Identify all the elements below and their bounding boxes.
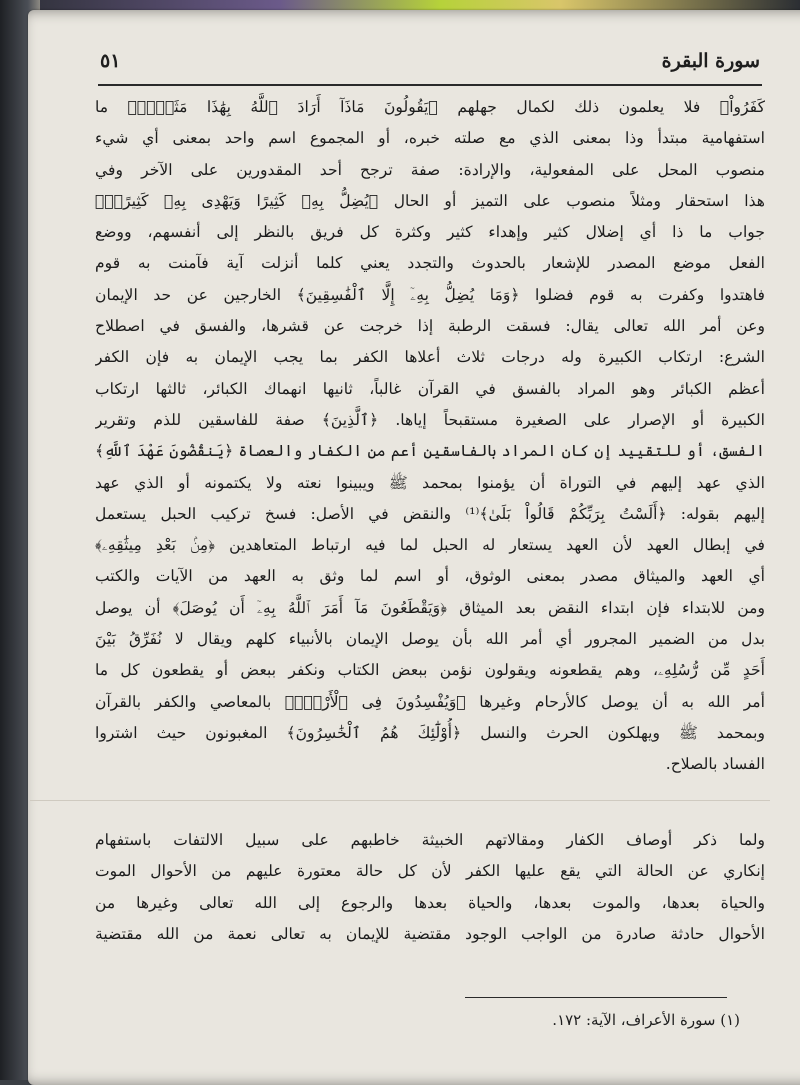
text-line: منصوب المحل على المفعولية، والإرادة: صفة ترجح أحد المقدورين على الآخر وفي <box>95 160 765 179</box>
section-divider <box>30 800 770 801</box>
text-line: ولما ذكر أوصاف الكفار ومقالاتهم الخبيثة خاطبهم على سبيل الالتفات باستفهام <box>95 831 765 849</box>
bleed-through-text <box>40 985 740 1005</box>
text-line: أعظم الكبائر وهو المراد بالفسق في القرآن غالباً، ثانيها انهماك الكبائر، ثالثها ارتكاب <box>95 379 765 398</box>
text-line: إليهم بقوله: ﴿أَلَسْتُ بِرَبِّكُمْ قَالُواْ بَلَىٰ﴾⁽¹⁾ والنقض في الأصل: فسخ تركيب الحبل يستعمل <box>95 504 765 523</box>
text-line: بدل من الضمير المجرور أي أمر الله بأن يوصل الإيمان بالأنبياء كلهم ويقال لا نُفَرِّقُ بَيْنَ <box>95 630 765 649</box>
page-number: ٥١ <box>100 50 121 72</box>
commentary-text <box>95 92 765 781</box>
text-line: أي العهد والميثاق مصدر بمعنى الوثوق، أو اسم لما وثق به العهد من الآيات والكتب <box>95 567 765 586</box>
footnote-rule <box>465 997 727 998</box>
text-line: جواب ما ذا أي إضلال كثير وإهداء كثير وكثرة كل فريق بالنظر إلى أنفسهم، ووضع <box>95 223 765 242</box>
commentary-text-continued <box>95 825 765 950</box>
text-line: الفعل موضع المصدر للإشعار بالحدوث والتجدد يعني كلما أنزلت آية فآمنت به قوم <box>95 254 765 273</box>
text-line: فاهتدوا وكفرت به قوم فضلوا ﴿وَمَا يُضِلُّ بِهِۦٓ إِلَّا ٱلْفَٰسِقِينَ﴾ الخارجين عن حد الإيمان <box>95 285 765 304</box>
text-line: هذا استحقار ومثلاً منصوب على التميز أو الحال ﴿يُضِلُّ بِهِۦ كَثِيرًا وَيَهْدِى بِهِۦ كَثِيرًاۚ﴾ <box>95 191 765 210</box>
text-line: كَفَرُواْ﴾ فلا يعلمون ذلك لكمال جهلهم ﴿يَقُولُونَ مَاذَآ أَرَادَ ٱللَّهُ بِهَٰذَا مَثَلًاۘ﴾ ما <box>95 98 765 116</box>
text-line: الأحوال حادثة صادرة من الواجب الوجود مقتضية للإيمان به تعالى نعمة من الله مقتضية <box>95 924 765 943</box>
surah-title: سورة البقرة <box>661 50 760 72</box>
text-line: أَحَدٍ مِّن رُّسُلِهِۦ، وهم يقطعونه ويقولون نؤمن ببعض الكتاب ونكفر ببعض أو يقطعون كل ما <box>95 661 765 680</box>
text-line: استفهامية مبتدأ وذا بمعنى الذي مع صلته خبره، أو المجموع اسم واحد بمعنى أي شيء <box>95 129 765 148</box>
text-line: الكبيرة أو الإصرار على الصغيرة مستقبحاً إياها. ﴿ٱلَّذِينَ﴾ صفة للفاسقين للذم وتقرير <box>95 410 765 429</box>
text-line: الفساد بالصلاح. <box>665 755 765 774</box>
footnote: (١) سورة الأعراف، الآية: ١٧٢. <box>552 1011 740 1029</box>
text-line: في إبطال العهد لأن العهد يستعار له الحبل لما فيه ارتباط المتعاهدين ﴿مِنۢ بَعْدِ مِيثَٰقِهِۦ﴾ <box>95 536 765 555</box>
text-line: والحياة بعدها، والموت بعدها، والحياة بعدها والرجوع إلى الله تعالى وغيرها من <box>95 893 765 912</box>
text-line: وبمحمد ﷺ ويهلكون الحرث والنسل ﴿أُوْلَٰٓئِكَ هُمُ ٱلْخَٰسِرُونَ﴾ المغبونون حيث اشتروا <box>95 723 765 742</box>
text-line: الشرع: ارتكاب الكبيرة وله درجات ثلاث أعلاها الكفر بما يجب الإيمان به فإن الكفر <box>95 348 765 367</box>
text-line: وعن أمر الله تعالى يقال: فسقت الرطبة إذا خرجت عن قشرها، والفسق في اصطلاح <box>95 317 765 336</box>
header-rule <box>98 84 762 86</box>
text-line: ومن للابتداء فإن ابتداء النقض بعد الميثاق ﴿وَيَقْطَعُونَ مَآ أَمَرَ ٱللَّهُ بِهِۦٓ أَن يُوصَلَ﴾ أن يوصل <box>95 598 765 617</box>
text-line: الذي عهد إليهم في التوراة أن يؤمنوا بمحمد ﷺ ويبينوا نعته ولا يكتمونه أو الذي عهد <box>95 473 765 492</box>
text-line: إنكاري عن الحالة التي يقع عليها الكفر لأن كل حالة معتورة عليهم من الأحوال الموت <box>95 862 765 881</box>
page-header <box>100 50 760 80</box>
text-line: الفسق، أو للتقييد إن كان المراد بالفاسقين أعم من الكفار والعصاة ﴿يَنقُضُونَ عَهْدَ ٱللَّهِ﴾ <box>95 442 765 461</box>
text-line: أمر الله به أن يوصل كالأرحام وغيرها ﴿وَيُفْسِدُونَ فِى ٱلْأَرْضِۚ﴾ بالمعاصي والكفر بالقرآن <box>95 692 765 711</box>
